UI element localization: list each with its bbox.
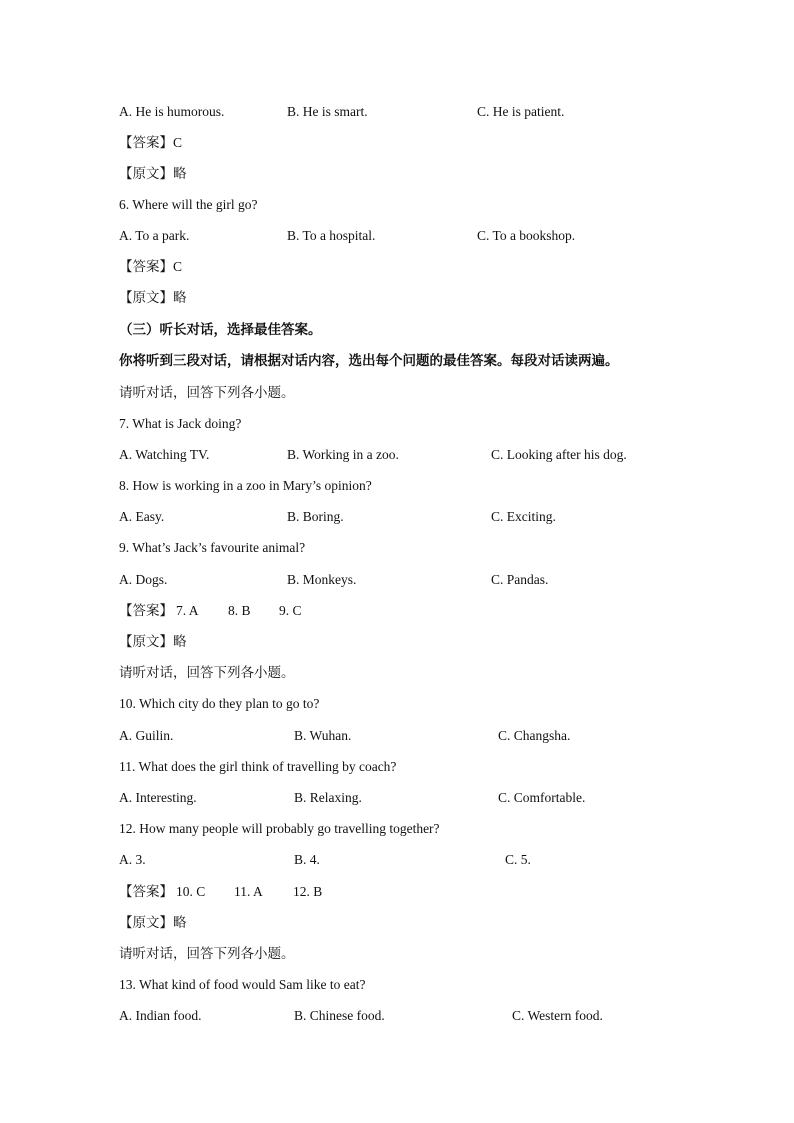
q7-option-c: C. Looking after his dog.: [491, 447, 627, 462]
group1-original-text: 【原文】略: [119, 634, 187, 649]
q11-option-a: A. Interesting.: [119, 790, 197, 805]
q9-question: 9. What’s Jack’s favourite animal?: [119, 540, 306, 555]
q5-original-text: 【原文】略: [119, 166, 187, 181]
q9-option-c: C. Pandas.: [491, 572, 549, 587]
q11-question: 11. What does the girl think of travelling by coach?: [119, 759, 397, 774]
q12-option-b: B. 4.: [294, 852, 320, 867]
answer-q11: 11. A: [234, 884, 263, 899]
answer-q8: 8. B: [228, 603, 251, 618]
q10-option-a: A. Guilin.: [119, 728, 174, 743]
group2-intro: 请听对话，回答下列各小题。: [119, 665, 295, 680]
q6-option-b: B. To a hospital.: [287, 228, 376, 243]
group1-intro: 请听对话，回答下列各小题。: [119, 385, 295, 400]
q8-option-b: B. Boring.: [287, 509, 344, 524]
section-heading: （三）听长对话，选择最佳答案。: [119, 322, 322, 337]
q7-option-b: B. Working in a zoo.: [287, 447, 399, 462]
q7-question: 7. What is Jack doing?: [119, 416, 242, 431]
q5-option-c: C. He is patient.: [477, 104, 565, 119]
answer-q12: 12. B: [293, 884, 323, 899]
q5-option-a: A. He is humorous.: [119, 104, 225, 119]
q10-option-c: C. Changsha.: [498, 728, 571, 743]
group3-intro: 请听对话，回答下列各小题。: [119, 946, 295, 961]
answer-label: 【答案】: [119, 884, 173, 899]
q7-option-a: A. Watching TV.: [119, 447, 210, 462]
q9-option-b: B. Monkeys.: [287, 572, 357, 587]
q11-option-b: B. Relaxing.: [294, 790, 362, 805]
q8-question: 8. How is working in a zoo in Mary’s opinion?: [119, 478, 372, 493]
q9-option-a: A. Dogs.: [119, 572, 168, 587]
q6-option-c: C. To a bookshop.: [477, 228, 576, 243]
q12-option-a: A. 3.: [119, 852, 146, 867]
q8-option-a: A. Easy.: [119, 509, 165, 524]
q5-answer: 【答案】C: [119, 135, 183, 150]
q6-answer: 【答案】C: [119, 259, 183, 274]
q12-option-c: C. 5.: [505, 852, 531, 867]
q13-option-a: A. Indian food.: [119, 1008, 202, 1023]
answer-q7: 7. A: [176, 603, 199, 618]
group2-original-text: 【原文】略: [119, 915, 187, 930]
answer-label: 【答案】: [119, 603, 173, 618]
q11-option-c: C. Comfortable.: [498, 790, 586, 805]
q6-original-text: 【原文】略: [119, 290, 187, 305]
q10-option-b: B. Wuhan.: [294, 728, 352, 743]
answer-q9: 9. C: [279, 603, 302, 618]
q8-option-c: C. Exciting.: [491, 509, 556, 524]
q13-question: 13. What kind of food would Sam like to eat?: [119, 977, 366, 992]
answer-q10: 10. C: [176, 884, 206, 899]
q5-option-b: B. He is smart.: [287, 104, 368, 119]
q10-question: 10. Which city do they plan to go to?: [119, 696, 320, 711]
section-instruction: 你将听到三段对话，请根据对话内容，选出每个问题的最佳答案。每段对话读两遍。: [119, 353, 619, 368]
q13-option-c: C. Western food.: [512, 1008, 603, 1023]
q13-option-b: B. Chinese food.: [294, 1008, 385, 1023]
q6-option-a: A. To a park.: [119, 228, 190, 243]
q12-question: 12. How many people will probably go travelling together?: [119, 821, 440, 836]
q6-question: 6. Where will the girl go?: [119, 197, 258, 212]
